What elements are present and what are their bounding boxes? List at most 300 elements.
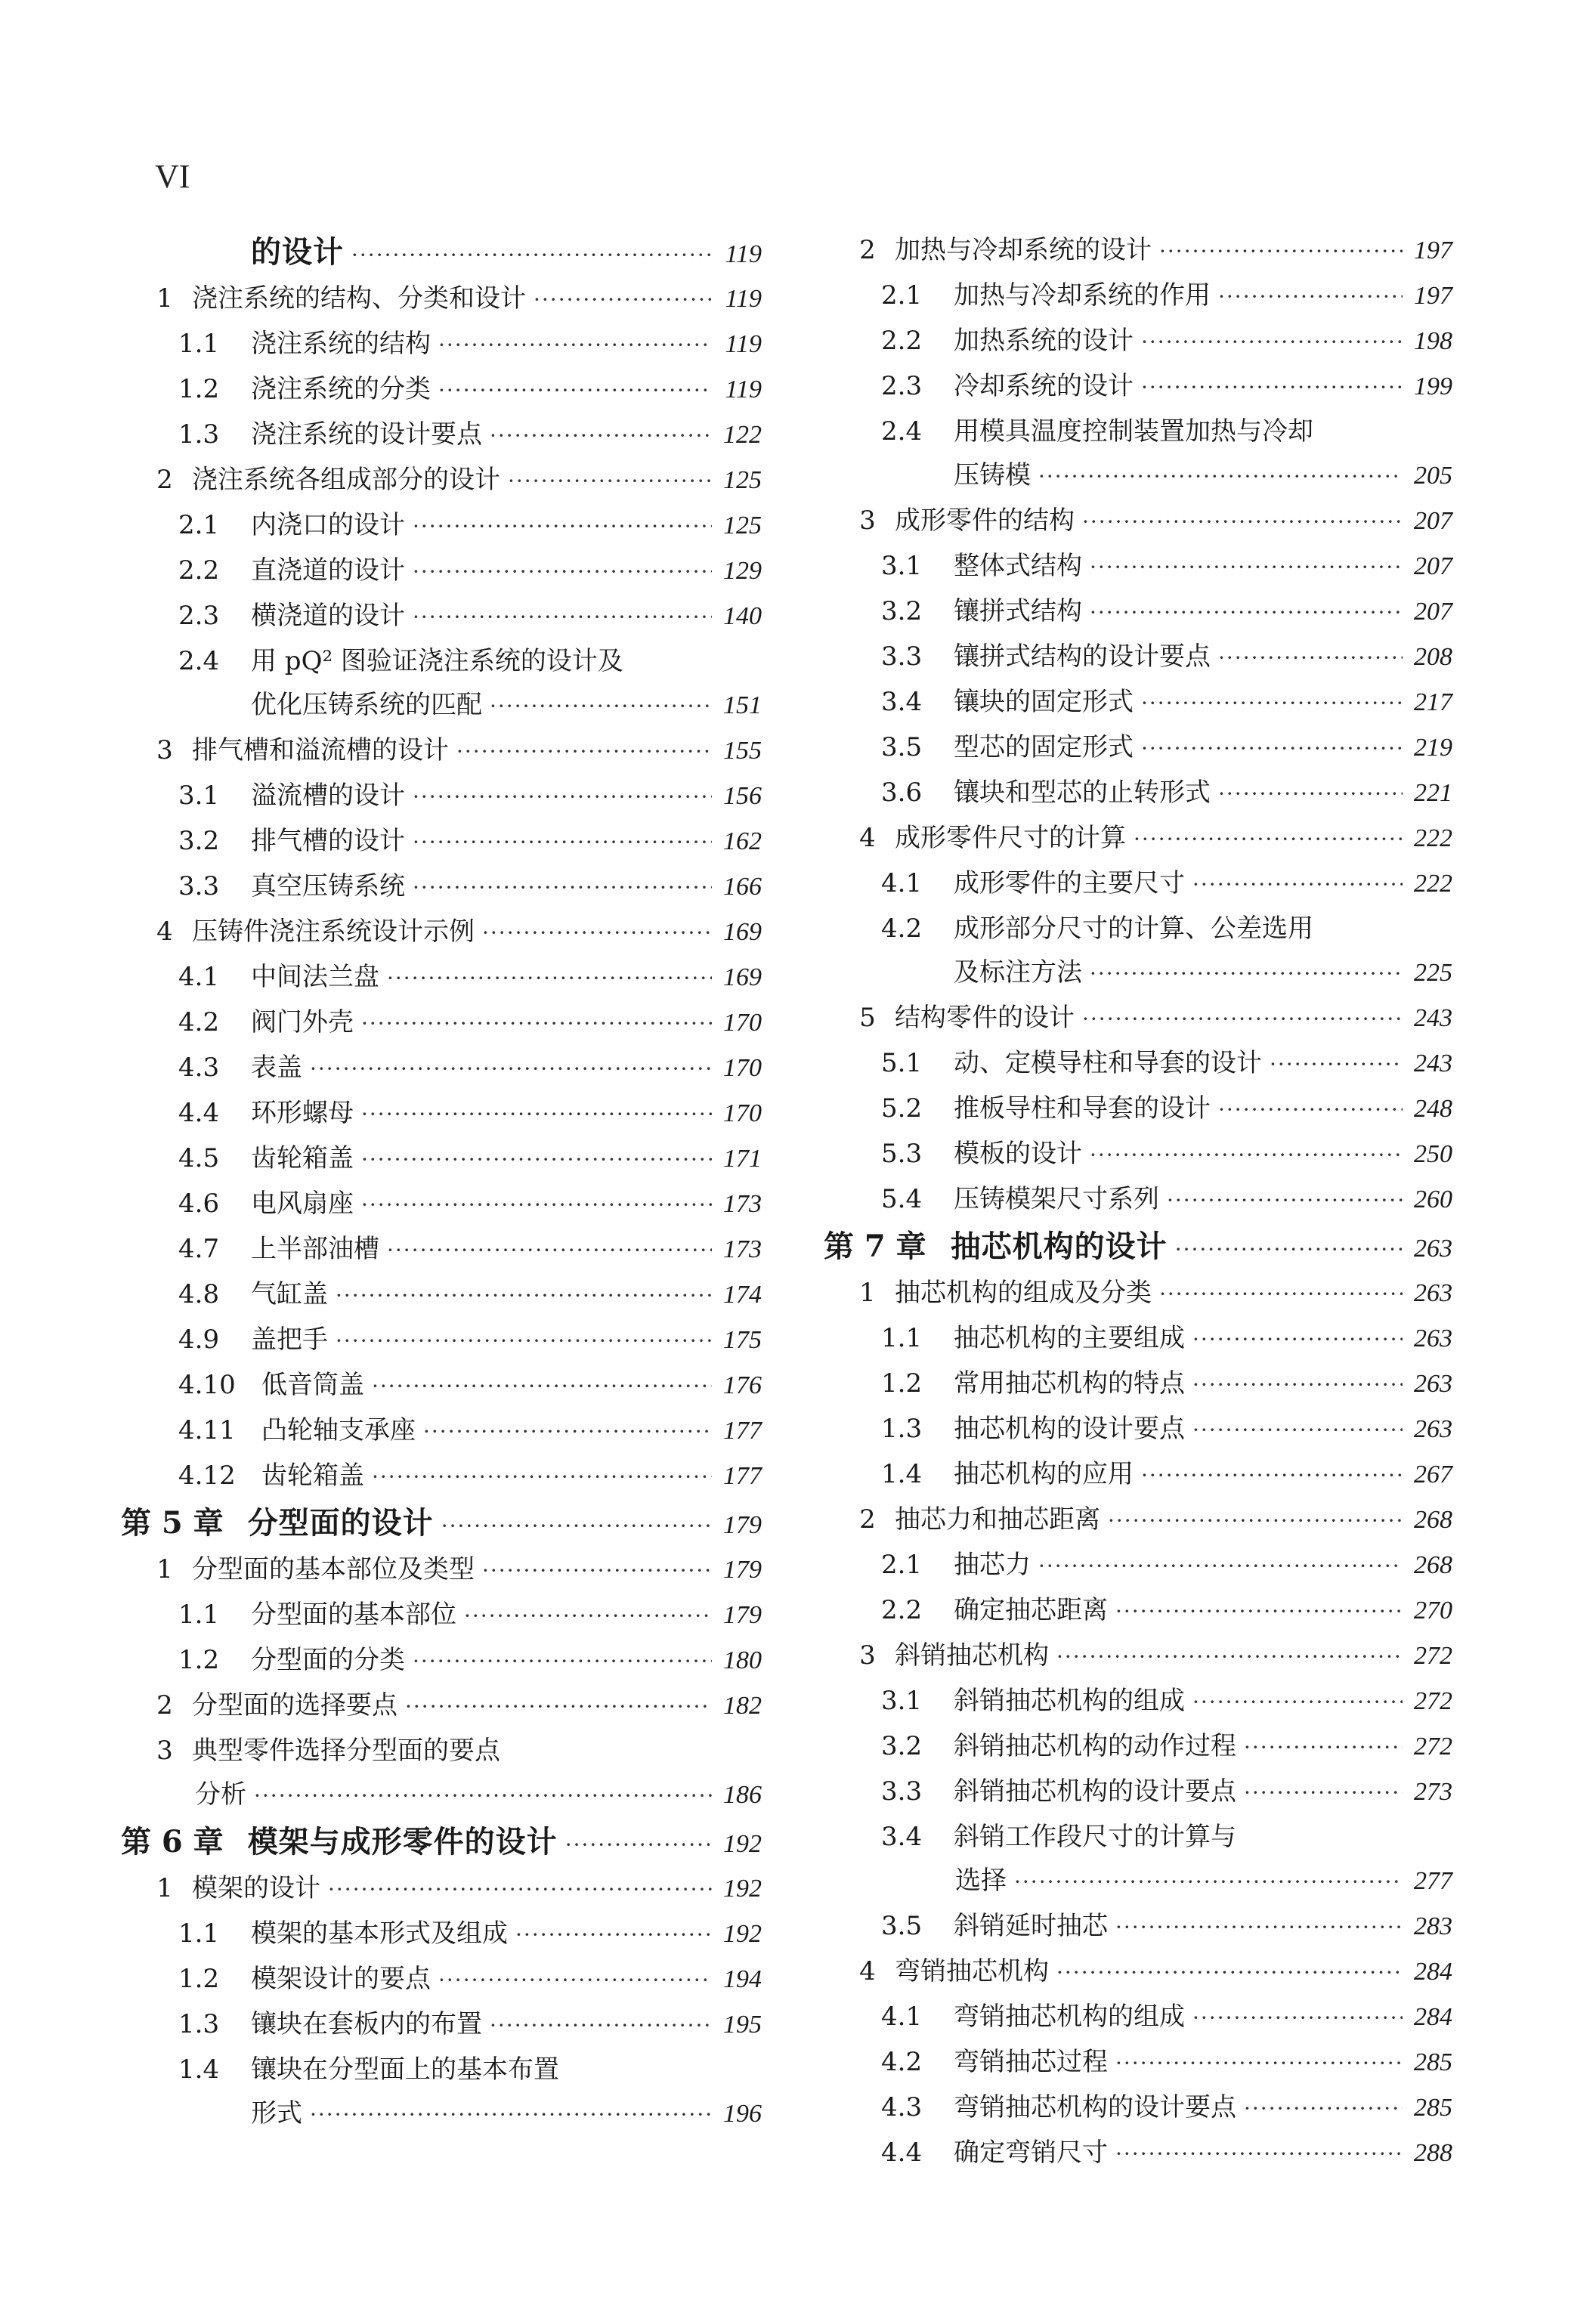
toc-entry[interactable] <box>824 1460 1452 1490</box>
toc-page-number: 192 <box>723 1830 762 1858</box>
toc-entry-number: 2.3 <box>881 371 923 401</box>
toc-entry[interactable] <box>824 914 1452 943</box>
toc-entry-number: 2.4 <box>881 416 923 447</box>
toc-entry-title: 镶拼式结构 <box>954 596 1082 626</box>
toc-page-number: 170 <box>723 1054 762 1082</box>
toc-entry-title: 分型面的设计 <box>247 1505 434 1541</box>
toc-leader-dots <box>490 422 712 450</box>
toc-page-number: 171 <box>723 1145 762 1173</box>
toc-entry[interactable] <box>121 329 762 360</box>
toc-leader-dots <box>361 1145 712 1174</box>
toc-page-number: 179 <box>723 1511 762 1539</box>
toc-entry-number: 4.3 <box>881 2092 923 2122</box>
toc-entry-number: 3.2 <box>881 596 923 626</box>
toc-entry-number: 3 <box>156 735 173 765</box>
toc-entry[interactable] <box>824 1912 1452 1942</box>
toc-leader-dots <box>1090 960 1403 988</box>
toc-entry[interactable] <box>824 1596 1452 1626</box>
toc-leader-dots <box>361 1009 712 1038</box>
toc-entry-title: 上半部油槽 <box>251 1234 379 1264</box>
toc-leader-dots <box>361 1191 712 1220</box>
toc-entry-number: 1.2 <box>881 1368 923 1399</box>
toc-entry-number: 2.1 <box>178 510 220 540</box>
toc-entry-title: 加热系统的设计 <box>954 326 1134 356</box>
toc-page-number: 173 <box>723 1235 762 1263</box>
toc-entry[interactable] <box>824 1414 1452 1445</box>
toc-entry-number: 4 <box>156 917 173 947</box>
toc-entry-title: 优化压铸系统的匹配 <box>251 690 482 720</box>
toc-leader-dots <box>482 1557 712 1585</box>
toc-entry[interactable] <box>121 691 762 721</box>
toc-entry[interactable] <box>121 420 762 450</box>
toc-entry[interactable] <box>824 597 1452 627</box>
toc-entry-title: 选择 <box>955 1866 1007 1896</box>
toc-entry[interactable] <box>121 781 762 812</box>
toc-entry[interactable] <box>121 465 762 496</box>
toc-page-number: 222 <box>1414 824 1452 852</box>
toc-leader-dots <box>1192 1416 1403 1445</box>
toc-leader-dots <box>1244 1779 1403 1807</box>
toc-leader-dots <box>490 2011 712 2040</box>
toc-page-number: 263 <box>1414 1235 1452 1263</box>
toc-page-number: 197 <box>1414 282 1452 310</box>
toc-entry-number: 4 <box>859 1956 876 1986</box>
toc-entry-number: 4.4 <box>881 2138 923 2168</box>
toc-entry-title: 成形零件的主要尺寸 <box>954 868 1185 898</box>
toc-entry[interactable] <box>121 1691 762 1721</box>
toc-page-number: 119 <box>725 285 762 313</box>
toc-page-number: 263 <box>1414 1370 1452 1398</box>
toc-entry-title: 横浇道的设计 <box>251 601 405 631</box>
toc-entry-title: 模架的设计 <box>192 1873 320 1903</box>
toc-entry[interactable] <box>824 824 1452 854</box>
toc-entry-number: 4.2 <box>881 2047 923 2077</box>
toc-entry-title: 模架的基本形式及组成 <box>251 1918 508 1949</box>
toc-entry[interactable] <box>121 1555 762 1585</box>
toc-entry-number: 2 <box>859 1504 876 1535</box>
toc-entry-title: 排气槽和溢流槽的设计 <box>192 735 449 765</box>
toc-entry-title: 抽芯力和抽芯距离 <box>895 1504 1100 1535</box>
toc-entry-title: 内浇口的设计 <box>251 510 405 540</box>
toc-page-number: 263 <box>1414 1325 1452 1353</box>
toc-page-number: 222 <box>1414 870 1452 898</box>
toc-page-number: 192 <box>723 1920 762 1948</box>
toc-page-number: 207 <box>1414 598 1452 626</box>
toc-entry[interactable] <box>824 417 1452 446</box>
toc-entry[interactable] <box>824 2048 1452 2078</box>
toc-entry-number: 2.2 <box>881 326 923 356</box>
toc-entry[interactable] <box>121 872 762 902</box>
toc-entry-number: 1 <box>156 1554 173 1584</box>
toc-leader-dots <box>1167 1186 1403 1215</box>
toc-leader-dots <box>1115 1913 1403 1942</box>
toc-page-number: 179 <box>723 1556 762 1584</box>
toc-page-number: 155 <box>723 737 762 765</box>
toc-entry[interactable] <box>121 917 762 948</box>
toc-leader-dots <box>1159 237 1403 266</box>
toc-entry-title: 动、定模导柱和导套的设计 <box>954 1048 1262 1078</box>
toc-entry-title: 弯销抽芯机构 <box>895 1956 1049 1986</box>
toc-leader-dots <box>1141 328 1403 357</box>
toc-leader-dots <box>1038 462 1403 491</box>
toc-left-column <box>121 236 762 2144</box>
toc-entry[interactable] <box>824 1777 1452 1807</box>
toc-entry-number: 1.2 <box>178 1645 220 1675</box>
toc-page-number: 268 <box>1414 1506 1452 1534</box>
toc-entry[interactable] <box>824 869 1452 899</box>
toc-leader-dots <box>372 1372 712 1401</box>
toc-entry-number: 第 7 章 <box>824 1229 926 1264</box>
toc-leader-dots <box>1108 1507 1403 1535</box>
toc-entry-number: 3.5 <box>881 732 923 762</box>
toc-page-number: 285 <box>1414 2094 1452 2122</box>
toc-entry-title: 确定弯销尺寸 <box>954 2138 1108 2168</box>
toc-leader-dots <box>413 558 712 586</box>
toc-entry[interactable] <box>121 236 762 272</box>
toc-page-number: 170 <box>723 1009 762 1037</box>
toc-page-number: 277 <box>1414 1867 1452 1895</box>
toc-entry-number: 1 <box>156 1873 173 1903</box>
toc-entry[interactable] <box>824 778 1452 808</box>
toc-leader-dots <box>1192 870 1403 899</box>
toc-leader-dots <box>1090 553 1403 582</box>
toc-page-number: 119 <box>725 376 762 403</box>
toc-entry[interactable] <box>121 556 762 586</box>
toc-entry[interactable] <box>121 2099 762 2129</box>
toc-entry-title: 抽芯机构的组成及分类 <box>895 1278 1152 1308</box>
toc-entry[interactable] <box>121 375 762 405</box>
toc-entry[interactable] <box>824 1185 1452 1215</box>
toc-entry[interactable] <box>824 1003 1452 1034</box>
toc-entry[interactable] <box>121 827 762 857</box>
toc-entry-number: 1.4 <box>881 1459 923 1489</box>
toc-entry[interactable] <box>121 1144 762 1174</box>
toc-leader-dots <box>413 828 712 857</box>
toc-page-number: 225 <box>1414 959 1452 987</box>
toc-entry-title: 压铸件浇注系统设计示例 <box>192 917 475 947</box>
toc-chapter-entry[interactable] <box>824 1230 1452 1266</box>
toc-entry-title: 成形零件尺寸的计算 <box>895 823 1126 853</box>
toc-page-number: 140 <box>723 602 762 630</box>
toc-entry[interactable] <box>121 601 762 632</box>
toc-entry-number: 1 <box>156 283 173 314</box>
toc-entry[interactable] <box>121 736 762 766</box>
toc-entry-number: 1.1 <box>178 329 220 359</box>
toc-entry-number: 2.3 <box>178 601 220 631</box>
toc-page-number: 283 <box>1414 1912 1452 1940</box>
toc-page-number: 176 <box>723 1371 762 1399</box>
toc-entry-number: 5.2 <box>881 1093 923 1124</box>
toc-entry-title: 浇注系统的设计要点 <box>251 419 482 450</box>
toc-entry[interactable] <box>824 1732 1452 1762</box>
toc-entry-number: 5 <box>859 1003 876 1033</box>
toc-entry-title: 典型零件选择分型面的要点 <box>192 1736 500 1766</box>
toc-entry-title: 加热与冷却系统的设计 <box>895 235 1152 265</box>
toc-entry[interactable] <box>824 1278 1452 1309</box>
toc-entry[interactable] <box>121 1461 762 1492</box>
toc-entry[interactable] <box>121 1325 762 1356</box>
toc-entry[interactable] <box>121 647 762 675</box>
toc-entry-title: 分型面的基本部位 <box>251 1600 456 1630</box>
toc-leader-dots <box>254 1782 712 1810</box>
toc-entry[interactable] <box>121 284 762 314</box>
toc-entry-title: 镶块的固定形式 <box>954 687 1134 717</box>
toc-entry[interactable] <box>121 511 762 541</box>
toc-entry-title: 真空压铸系统 <box>251 871 405 901</box>
toc-entry[interactable] <box>824 1550 1452 1581</box>
toc-entry-title: 直浇道的设计 <box>251 555 405 586</box>
toc-entry-title: 用模具温度控制装置加热与冷却 <box>954 416 1313 447</box>
toc-entry-title: 弯销抽芯机构的设计要点 <box>954 2092 1236 2122</box>
toc-entry[interactable] <box>824 1822 1452 1851</box>
toc-page-number: 243 <box>1414 1004 1452 1032</box>
toc-entry[interactable] <box>121 963 762 993</box>
toc-leader-dots <box>1115 1597 1403 1626</box>
toc-entry-number: 4 <box>859 823 876 853</box>
toc-entry-title: 整体式结构 <box>954 551 1082 581</box>
toc-entry-number: 1.1 <box>881 1323 923 1353</box>
toc-entry-number: 4.4 <box>178 1098 220 1128</box>
toc-entry[interactable] <box>121 1736 762 1765</box>
toc-entry[interactable] <box>121 1371 762 1401</box>
toc-entry[interactable] <box>824 326 1452 357</box>
toc-chapter-entry[interactable] <box>121 1507 762 1543</box>
toc-leader-dots <box>1115 2049 1403 2078</box>
toc-entry-title: 镶块和型芯的止转形式 <box>954 778 1211 808</box>
toc-page-number: 272 <box>1414 1687 1452 1715</box>
toc-page-number: 175 <box>723 1326 762 1354</box>
toc-entry-title: 的设计 <box>251 234 344 270</box>
toc-entry-number: 4.3 <box>178 1053 220 1083</box>
toc-entry[interactable] <box>824 688 1452 718</box>
toc-entry-title: 盖把手 <box>251 1325 328 1355</box>
toc-entry-title: 阀门外壳 <box>251 1007 354 1037</box>
toc-entry-title: 斜销抽芯机构 <box>895 1640 1049 1671</box>
toc-entry-number: 4.1 <box>881 868 923 898</box>
toc-page-number: 263 <box>1414 1279 1452 1307</box>
toc-entry[interactable] <box>824 2138 1452 2169</box>
toc-page-number: 196 <box>723 2100 762 2128</box>
toc-leader-dots <box>1014 1868 1403 1897</box>
toc-entry-title: 溢流槽的设计 <box>251 781 405 811</box>
toc-leader-dots <box>1192 1325 1403 1354</box>
toc-chapter-entry[interactable] <box>121 1826 762 1862</box>
toc-page-number: 267 <box>1414 1461 1452 1489</box>
toc-entry-title: 分型面的基本部位及类型 <box>192 1554 475 1584</box>
toc-entry[interactable] <box>824 2093 1452 2123</box>
toc-entry-number: 3.1 <box>881 551 923 581</box>
toc-page-number: 205 <box>1414 462 1452 490</box>
toc-leader-dots <box>1159 1280 1403 1309</box>
toc-entry-title: 用 pQ² 图验证浇注系统的设计及 <box>251 646 623 676</box>
toc-leader-dots <box>413 873 712 902</box>
toc-entry-number: 3.3 <box>881 641 923 672</box>
toc-entry-title: 常用抽芯机构的特点 <box>954 1368 1185 1399</box>
toc-page-number: 285 <box>1414 2048 1452 2076</box>
toc-page-number: 272 <box>1414 1733 1452 1761</box>
toc-entry[interactable] <box>121 1053 762 1084</box>
toc-entry[interactable] <box>824 642 1452 672</box>
toc-entry[interactable] <box>824 1369 1452 1399</box>
toc-leader-dots <box>1244 1733 1403 1762</box>
toc-entry[interactable] <box>121 1919 762 1949</box>
toc-entry-title: 弯销抽芯机构的组成 <box>954 2002 1185 2032</box>
toc-entry-number: 1.1 <box>178 1600 220 1630</box>
toc-right-column <box>824 236 1452 2184</box>
toc-entry-title: 冷却系统的设计 <box>954 371 1134 401</box>
toc-entry-number: 4.5 <box>178 1143 220 1173</box>
toc-entry[interactable] <box>824 1957 1452 1987</box>
toc-entry[interactable] <box>121 1008 762 1038</box>
toc-leader-dots <box>387 1236 712 1265</box>
toc-leader-dots <box>351 239 712 272</box>
toc-entry-number: 2 <box>156 1690 173 1720</box>
toc-leader-dots <box>1038 1552 1403 1581</box>
toc-page-number: 162 <box>723 827 762 855</box>
toc-entry-title: 斜销延时抽芯 <box>954 1911 1108 1941</box>
toc-entry-number: 4.11 <box>178 1415 236 1445</box>
toc-entry[interactable] <box>121 1416 762 1446</box>
toc-leader-dots <box>361 1100 712 1129</box>
toc-page-number: 177 <box>723 1462 762 1490</box>
toc-entry[interactable] <box>824 958 1452 988</box>
toc-page-number: 198 <box>1414 327 1452 355</box>
toc-leader-dots <box>328 1875 712 1904</box>
toc-entry-number: 5.3 <box>881 1139 923 1169</box>
toc-entry-number: 3.2 <box>881 1731 923 1761</box>
toc-page-number: 119 <box>725 240 762 268</box>
toc-entry[interactable] <box>121 1965 762 1995</box>
toc-entry[interactable] <box>121 1099 762 1129</box>
toc-page-number: 248 <box>1414 1095 1452 1123</box>
toc-page-number: 180 <box>723 1646 762 1674</box>
toc-page-number: 268 <box>1414 1551 1452 1579</box>
toc-leader-dots <box>1192 1688 1403 1717</box>
toc-entry[interactable] <box>121 1189 762 1220</box>
toc-entry-title: 斜销抽芯机构的组成 <box>954 1686 1185 1716</box>
toc-entry-number: 3.3 <box>178 871 220 901</box>
toc-entry[interactable] <box>121 1874 762 1904</box>
toc-entry[interactable] <box>824 2002 1452 2033</box>
toc-entry-number: 4.2 <box>178 1007 220 1037</box>
toc-page-number: 186 <box>723 1781 762 1809</box>
toc-entry[interactable] <box>824 1505 1452 1535</box>
toc-entry[interactable] <box>121 1646 762 1676</box>
toc-entry-title: 浇注系统的结构、分类和设计 <box>192 283 526 314</box>
toc-entry[interactable] <box>824 552 1452 582</box>
toc-leader-dots <box>413 603 712 632</box>
toc-entry-number: 第 5 章 <box>121 1505 224 1541</box>
toc-entry-number: 2.1 <box>881 1550 923 1580</box>
toc-entry-title: 模架设计的要点 <box>251 1964 431 1994</box>
toc-entry[interactable] <box>824 733 1452 763</box>
toc-entry[interactable] <box>824 1641 1452 1671</box>
toc-entry[interactable] <box>824 1049 1452 1079</box>
toc-leader-dots <box>464 1602 712 1631</box>
toc-entry[interactable] <box>824 1686 1452 1717</box>
toc-entry-title: 抽芯机构的设计 <box>950 1229 1168 1264</box>
toc-entry-title: 形式 <box>251 2098 302 2129</box>
toc-entry-number: 3.4 <box>881 1822 923 1852</box>
toc-entry-number: 1.2 <box>178 374 220 404</box>
toc-page-number: 195 <box>723 2011 762 2039</box>
toc-entry[interactable] <box>824 1324 1452 1354</box>
toc-page-number: 119 <box>725 330 762 358</box>
toc-leader-dots <box>1218 644 1403 672</box>
toc-entry-number: 3 <box>156 1736 173 1766</box>
toc-entry-title: 抽芯机构的设计要点 <box>954 1414 1185 1444</box>
toc-leader-dots <box>1082 508 1403 536</box>
toc-page-number: 169 <box>723 963 762 991</box>
toc-entry[interactable] <box>121 2055 762 2084</box>
toc-entry-title: 压铸模 <box>954 460 1031 490</box>
toc-page-number: 260 <box>1414 1186 1452 1213</box>
toc-page-number: 129 <box>723 557 762 585</box>
toc-entry-title: 分型面的分类 <box>251 1645 405 1675</box>
toc-entry-title: 斜销抽芯机构的动作过程 <box>954 1731 1236 1761</box>
toc-leader-dots <box>1141 1461 1403 1490</box>
toc-entry-title: 型芯的固定形式 <box>954 732 1134 762</box>
toc-entry[interactable] <box>824 461 1452 491</box>
toc-page-number: 208 <box>1414 643 1452 671</box>
toc-entry-title: 分析 <box>195 1779 246 1810</box>
toc-entry-number: 3.6 <box>881 778 923 808</box>
toc-entry[interactable] <box>824 236 1452 266</box>
toc-entry[interactable] <box>824 281 1452 311</box>
toc-page-number: 199 <box>1414 373 1452 400</box>
toc-entry-title: 加热与冷却系统的作用 <box>954 280 1211 311</box>
toc-leader-dots <box>1218 780 1403 808</box>
toc-entry[interactable] <box>824 506 1452 536</box>
toc-entry-title: 电风扇座 <box>251 1189 354 1219</box>
toc-entry[interactable] <box>121 1235 762 1265</box>
toc-entry[interactable] <box>121 1280 762 1310</box>
toc-page-number: 207 <box>1414 507 1452 535</box>
toc-page-number: 169 <box>723 918 762 946</box>
toc-leader-dots <box>405 1693 712 1721</box>
toc-page-number: 219 <box>1414 734 1452 762</box>
toc-entry[interactable] <box>824 1866 1452 1897</box>
toc-entry-title: 浇注系统各组成部分的设计 <box>192 465 500 495</box>
toc-entry-title: 斜销抽芯机构的设计要点 <box>954 1776 1236 1807</box>
toc-leader-dots <box>1115 2140 1403 2169</box>
toc-entry[interactable] <box>121 1780 762 1810</box>
toc-entry-number: 3.2 <box>178 826 220 856</box>
toc-entry-title: 齿轮箱盖 <box>261 1461 364 1491</box>
toc-entry-title: 浇注系统的结构 <box>251 329 431 359</box>
toc-entry[interactable] <box>121 2010 762 2040</box>
toc-page-number: 284 <box>1414 1958 1452 1986</box>
toc-entry-title: 成形部分尺寸的计算、公差选用 <box>954 914 1313 944</box>
toc-entry-number: 1.3 <box>178 419 220 450</box>
toc-page-number: 273 <box>1414 1778 1452 1806</box>
toc-entry-title: 低音筒盖 <box>261 1370 364 1400</box>
toc-entry-title: 成形零件的结构 <box>895 505 1075 536</box>
toc-page-number: 243 <box>1414 1050 1452 1077</box>
toc-page-number: 270 <box>1414 1597 1452 1625</box>
toc-leader-dots <box>336 1327 712 1356</box>
toc-entry-number: 4.2 <box>881 914 923 944</box>
toc-entry[interactable] <box>824 1094 1452 1124</box>
toc-entry-number: 1.3 <box>881 1414 923 1444</box>
toc-entry[interactable] <box>824 1139 1452 1170</box>
toc-entry[interactable] <box>824 372 1452 402</box>
toc-page-number: 284 <box>1414 2003 1452 2031</box>
toc-leader-dots <box>1192 1371 1403 1399</box>
toc-leader-dots <box>438 1966 712 1995</box>
toc-entry[interactable] <box>121 1600 762 1631</box>
toc-entry-title: 镶块在套板内的布置 <box>251 2009 482 2039</box>
